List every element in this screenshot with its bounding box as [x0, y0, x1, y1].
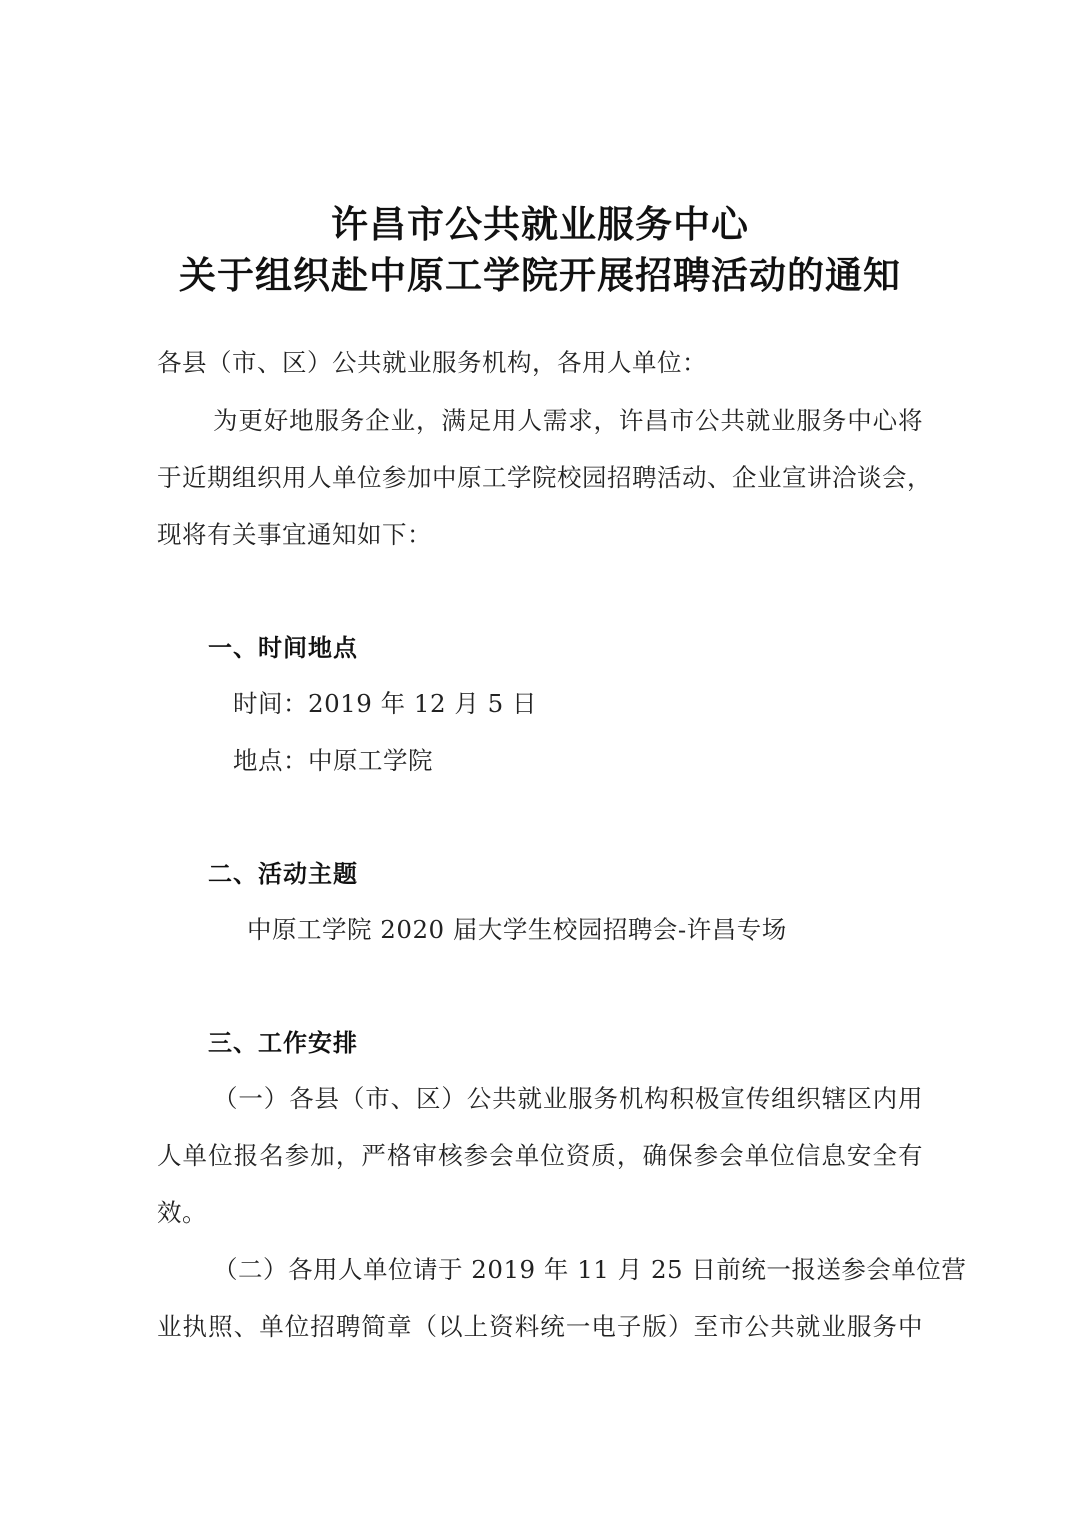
section-1-heading: 一、时间地点 [208, 634, 358, 662]
event-time: 时间：2019 年 12 月 5 日 [233, 689, 538, 718]
salutation: 各县（市、区）公共就业服务机构，各用人单位： [157, 348, 707, 377]
event-theme: 中原工学院 2020 届大学生校园招聘会-许昌专场 [247, 915, 787, 944]
intro-line-3: 现将有关事宜通知如下： [157, 520, 432, 549]
section-3-heading: 三、工作安排 [208, 1029, 358, 1057]
item-1-line-1: （一）各县（市、区）公共就业服务机构积极宣传组织辖区内用 [213, 1084, 923, 1113]
event-place: 地点：中原工学院 [233, 746, 433, 775]
intro-line-2: 于近期组织用人单位参加中原工学院校园招聘活动、企业宣讲洽谈会， [157, 463, 932, 492]
item-1-line-2: 人单位报名参加，严格审核参会单位资质，确保参会单位信息安全有 [157, 1141, 923, 1170]
document-title-line-2: 关于组织赴中原工学院开展招聘活动的通知 [179, 254, 901, 297]
item-2-line-1: （二）各用人单位请于 2019 年 11 月 25 日前统一报送参会单位营 [213, 1255, 967, 1284]
item-2-line-2: 业执照、单位招聘简章（以上资料统一电子版）至市公共就业服务中 [157, 1312, 923, 1341]
section-2-heading: 二、活动主题 [208, 860, 358, 888]
document-title-line-1: 许昌市公共就业服务中心 [331, 203, 749, 246]
intro-line-1: 为更好地服务企业，满足用人需求，许昌市公共就业服务中心将 [213, 406, 923, 435]
item-1-line-3: 效。 [157, 1198, 207, 1227]
